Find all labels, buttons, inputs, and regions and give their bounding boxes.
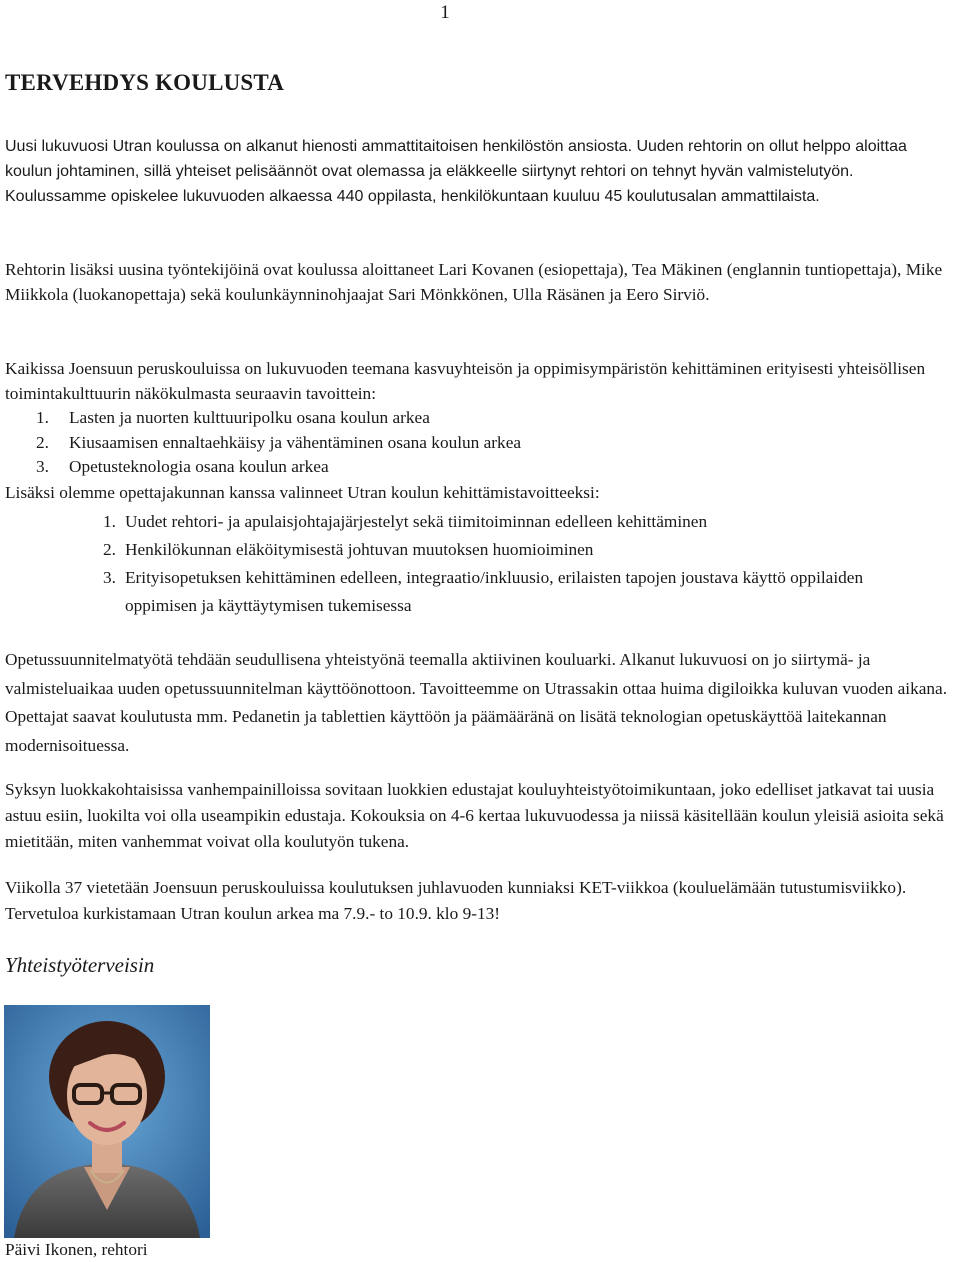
paragraph-new-staff: Rehtorin lisäksi uusina työntekijöinä ovat koulussa aloittaneet Lari Kovanen (esiopettaja), Tea Mäkinen (englannin tuntiopettaja), Mike Miikkola (luokanopettaja) sekä koulunkäynninohjaajat Sari Mönkkönen, Ulla Räsänen ja Eero Sirviö. <box>5 260 943 304</box>
paragraph-ket-week: Viikolla 37 vietetään Joensuun peruskouluissa koulutuksen juhlavuoden kunniaksi KET-viikkoa (kouluelämään tutustumisviikko). Tervetuloa kurkistamaan Utran koulun arkea ma 7.9.- to 10.9. klo 9-13! <box>5 878 907 923</box>
portrait-photo-icon <box>4 1005 210 1238</box>
page-number: 1 <box>440 2 450 23</box>
list-item: 2. Henkilökunnan eläköitymisestä johtuvan muutoksen huomioiminen <box>103 539 594 559</box>
photo-caption: Päivi Ikonen, rehtori <box>5 1240 148 1259</box>
paragraph-intro: Uusi lukuvuosi Utran koulussa on alkanut hienosti ammattitaitoisen henkilöstön ansiosta. Uuden rehtorin on ollut helppo aloittaa koulun johtaminen, sillä yhteiset pelisäännöt ovat olemassa ja eläkkeelle siirtynyt rehtori on tehnyt hyvän valmistelutyön. Koulussamme opiskelee lukuvuoden alkaessa 440 oppilasta, henkilökuntaan kuuluu 45 koulutusalan ammattilaista. <box>5 138 907 205</box>
school-goals-intro: Lisäksi olemme opettajakunnan kanssa valinneet Utran koulun kehittämistavoitteeksi: <box>5 482 600 502</box>
page-title: TERVEHDYS KOULUSTA <box>5 70 285 95</box>
list-item: 1. Uudet rehtori- ja apulaisjohtajajärjestelyt sekä tiimitoiminnan edelleen kehittäminen <box>103 511 708 531</box>
paragraph-curriculum: Opetussuunnitelmatyötä tehdään seudullisena yhteistyönä teemalla aktiivinen kouluarki. Alkanut lukuvuosi on jo siirtymä- ja valmisteluaikaa uuden opetussuunnitelman käyttöönottoon. Tavoitteemme on Utrassakin ottaa huima digiloikka kuluvan vuoden aikana. Opettajat saavat koulutusta mm. Pedanetin ja tablettien käyttöön ja päämääränä on lisätä teknologian opetuskäyttöä laitekannan modernisoituessa. <box>5 650 948 755</box>
list-item: 1. Lasten ja nuorten kulttuuripolku osana koulun arkea <box>36 408 430 427</box>
closing-greeting: Yhteistyöterveisin <box>5 953 155 977</box>
paragraph-goals <box>5 356 957 620</box>
school-goals-list <box>5 508 957 620</box>
list-item: 2. Kiusaamisen ennaltaehkäisy ja vähentäminen osana koulun arkea <box>36 432 522 452</box>
paragraph-parents: Syksyn luokkakohtaisissa vanhempainilloissa sovitaan luokkien edustajat kouluyhteistyötoimikuntaan, joko edelliset jatkavat tai uusia astuu esiin, luokilta voi olla useampikin edustaja. Kokouksia on 4-6 kertaa lukuvuodessa ja niissä käsitellään koulun yleisiä asioita sekä mietitään, miten vanhemmat voivat olla koulutyön tukena. <box>5 780 944 851</box>
list-item: 3. Erityisopetuksen kehittäminen edelleen, integraatio/inkluusio, erilaisten tapojen joustava käyttö oppilaiden oppimisen ja käyttäytymisen tukemisessa <box>103 567 864 615</box>
goals-intro: Kaikissa Joensuun peruskouluissa on lukuvuoden teemana kasvuyhteisön ja oppimisympäristön kehittäminen erityisesti yhteisöllisen toimintakulttuurin näkökulmasta seuraavin tavoittein: <box>5 359 926 403</box>
list-item: 3. Opetusteknologia osana koulun arkea <box>36 457 329 476</box>
city-goals-list <box>5 406 957 480</box>
